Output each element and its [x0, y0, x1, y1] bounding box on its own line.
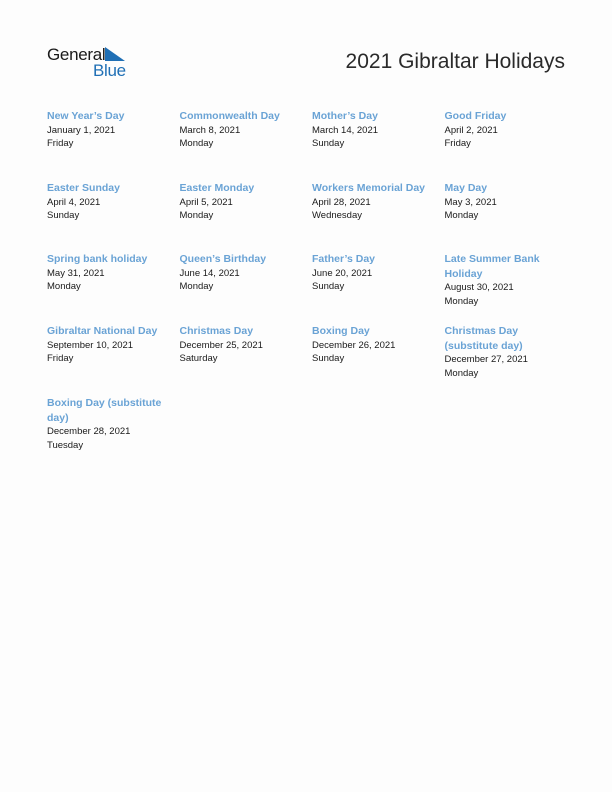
holiday-weekday: Tuesday [47, 439, 84, 451]
holiday-weekday: Friday [47, 353, 74, 365]
holiday-weekday: Sunday [312, 138, 345, 150]
holiday-item [312, 252, 445, 324]
holiday-item [445, 252, 578, 324]
holiday-weekday: Wednesday [312, 210, 362, 222]
holiday-name: Late Summer Bank Holiday [444, 253, 540, 280]
holiday-date: April 5, 2021 [179, 196, 233, 208]
holiday-name: Gibraltar National Day [47, 325, 158, 337]
holiday-weekday: Monday [47, 281, 81, 293]
logo [47, 45, 137, 81]
holiday-name: May Day [444, 182, 488, 194]
holiday-item [445, 181, 578, 252]
holiday-name: New Year’s Day [47, 110, 125, 122]
holiday-weekday: Saturday [179, 353, 218, 365]
holiday-name: Mother’s Day [312, 110, 378, 122]
holiday-date: September 10, 2021 [47, 339, 134, 351]
holiday-item [47, 252, 180, 324]
holiday-item [180, 109, 313, 181]
holiday-row [47, 109, 577, 181]
holiday-date: June 20, 2021 [312, 267, 373, 279]
holiday-weekday: Monday [179, 138, 214, 150]
holiday-date: December 25, 2021 [179, 339, 263, 351]
holiday-weekday: Friday [47, 138, 74, 150]
holiday-item [312, 324, 445, 396]
holiday-item [47, 324, 180, 396]
holiday-name: Christmas Day (substitute day) [444, 325, 523, 352]
holiday-item [47, 109, 180, 181]
logo-text-blue: Blue [93, 61, 126, 80]
holiday-item [180, 324, 313, 396]
holiday-date: December 28, 2021 [47, 426, 131, 437]
holiday-name: Workers Memorial Day [312, 182, 426, 194]
holiday-date: December 26, 2021 [312, 339, 396, 351]
holiday-row [47, 181, 577, 252]
holiday-date: April 4, 2021 [47, 196, 101, 208]
holiday-weekday: Monday [179, 281, 214, 293]
holiday-date: March 14, 2021 [312, 124, 379, 136]
holiday-item [180, 252, 313, 324]
holiday-name: Good Friday [444, 110, 507, 122]
holiday-item [47, 396, 180, 453]
holiday-date: May 31, 2021 [47, 267, 105, 279]
holiday-name: Father’s Day [312, 253, 376, 265]
holiday-weekday: Friday [444, 138, 471, 150]
holiday-item [445, 109, 578, 181]
holiday-name: Easter Sunday [47, 182, 120, 194]
holiday-name: Boxing Day [312, 325, 370, 337]
holiday-weekday: Monday [444, 367, 479, 379]
holiday-grid [47, 109, 577, 453]
holiday-date: April 28, 2021 [312, 196, 371, 208]
holiday-item [47, 181, 180, 252]
holiday-weekday: Sunday [47, 210, 80, 222]
holiday-row [47, 324, 577, 396]
holiday-date: August 30, 2021 [444, 282, 514, 293]
holiday-row [47, 396, 577, 453]
holiday-date: December 27, 2021 [444, 354, 528, 365]
logo-triangle-icon [105, 47, 125, 61]
holiday-weekday: Monday [444, 210, 479, 222]
page-title: 2021 Gibraltar Holidays [345, 50, 565, 73]
holiday-date: June 14, 2021 [179, 267, 240, 279]
holiday-date: January 1, 2021 [47, 124, 116, 136]
holiday-name: Spring bank holiday [47, 253, 148, 265]
holiday-row [47, 252, 577, 324]
holiday-name: Queen’s Birthday [179, 253, 267, 265]
holiday-weekday: Sunday [312, 353, 345, 365]
holiday-weekday: Sunday [312, 281, 345, 293]
holiday-weekday: Monday [179, 210, 214, 222]
holiday-item [180, 181, 313, 252]
holiday-date: March 8, 2021 [179, 124, 241, 136]
holiday-item [312, 181, 445, 252]
holiday-item [312, 109, 445, 181]
logo-text-general: General [47, 45, 106, 64]
holiday-name: Easter Monday [179, 182, 255, 194]
holiday-date: May 3, 2021 [444, 196, 497, 208]
holiday-name: Christmas Day [179, 325, 254, 337]
holiday-weekday: Monday [444, 295, 479, 307]
holiday-name: Commonwealth Day [179, 110, 280, 122]
holiday-name: Boxing Day (substitute day) [47, 397, 162, 424]
holiday-date: April 2, 2021 [444, 124, 498, 136]
holiday-item [445, 324, 578, 396]
